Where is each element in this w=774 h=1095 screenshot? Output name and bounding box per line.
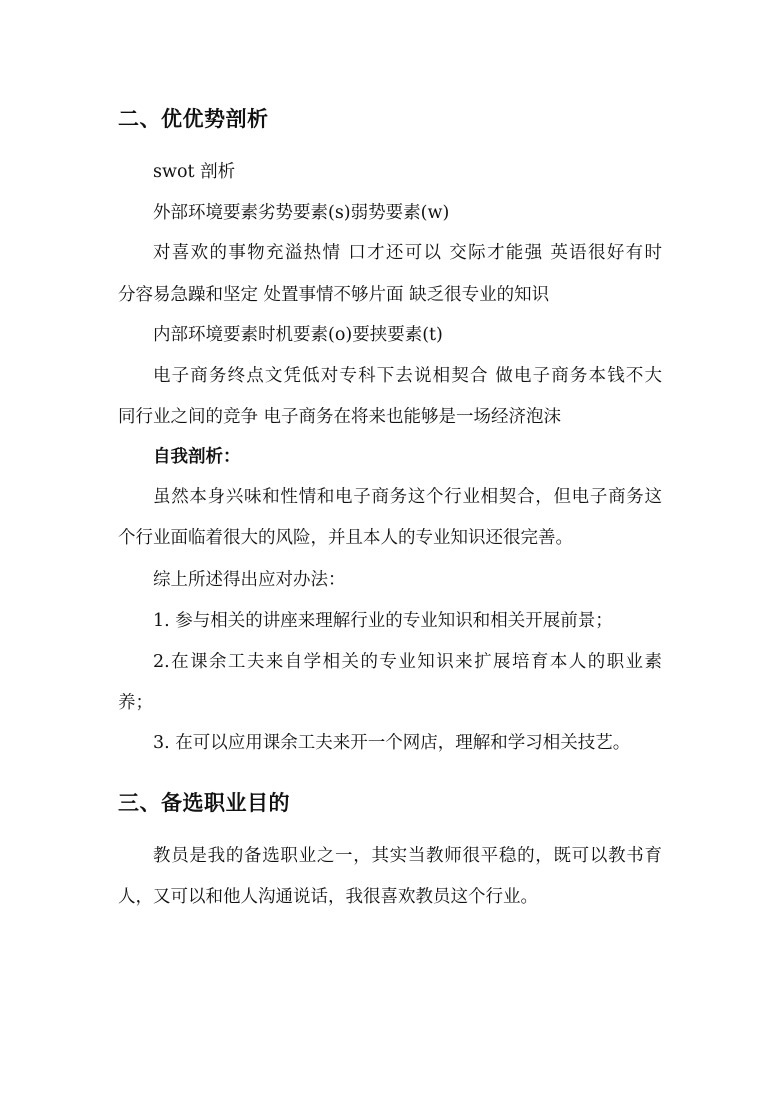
list-item-3: 3. 在可以应用课余工夫来开一个网店，理解和学习相关技艺。: [153, 733, 631, 753]
section-3-paragraph-line-2: 人，又可以和他人沟通说话，我很喜欢教员这个行业。: [118, 887, 538, 907]
self-analysis-line-2: 个行业面临着很大的风险，并且本人的专业知识还很完善。: [118, 528, 573, 548]
list-item-2-line-2: 养；: [118, 693, 153, 713]
strengths-line-2: 分容易急躁和坚定 处置事情不够片面 缺乏很专业的知识: [118, 285, 550, 305]
opportunities-line-2: 同行业之间的竞争 电子商务在将来也能够是一场经济泡沫: [118, 407, 562, 427]
summary-line: 综上所述得出应对办法：: [153, 570, 346, 590]
section-3-heading: 三、备选职业目的: [118, 791, 290, 815]
section-3-paragraph-line-1: 教员是我的备选职业之一，其实当教师很平稳的，既可以教书育: [153, 846, 662, 866]
self-analysis-line-1: 虽然本身兴味和性情和电子商务这个行业相契合，但电子商务这: [153, 487, 662, 507]
list-item-1: 1. 参与相关的讲座来理解行业的专业知识和相关开展前景；: [153, 611, 613, 631]
internal-factors-header: 内部环境要素时机要素(o)要挟要素(t): [153, 325, 443, 345]
swot-subtitle: swot 剖析: [153, 162, 236, 182]
opportunities-line-1: 电子商务终点文凭低对专科下去说相契合 做电子商务本钱不大: [153, 366, 662, 386]
self-analysis-title: 自我剖析：: [153, 447, 241, 467]
list-item-2-line-1: 2.在课余工夫来自学相关的专业知识来扩展培育本人的职业素: [153, 652, 662, 672]
strengths-line-1: 对喜欢的事物充溢热情 口才还可以 交际才能强 英语很好有时: [153, 243, 662, 263]
external-factors-header: 外部环境要素劣势要素(s)弱势要素(w): [153, 203, 450, 223]
section-2-heading: 二、优优势剖析: [118, 107, 269, 131]
